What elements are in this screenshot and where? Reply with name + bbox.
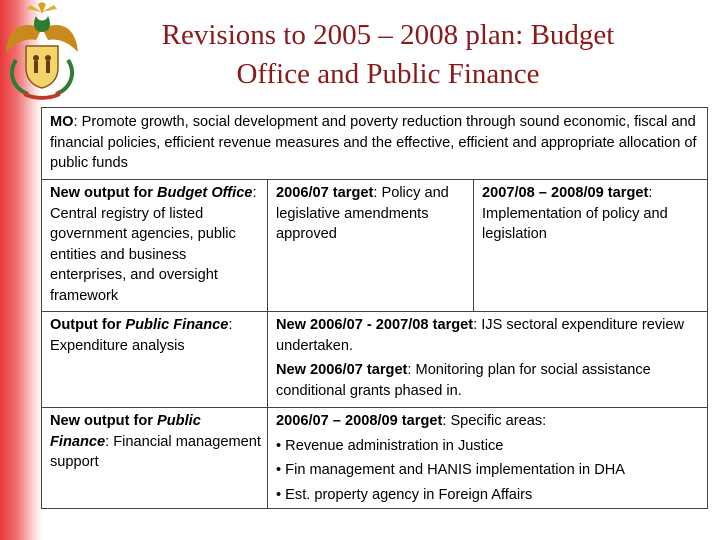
output-italic: Public Finance xyxy=(125,317,229,333)
output-prefix: New output for xyxy=(50,185,158,201)
target-label: 2006/07 target xyxy=(276,185,374,201)
output-cell xyxy=(42,408,268,509)
target-text: : IJS sectoral expenditure review undertaken. xyxy=(276,317,685,354)
target-label: New 2006/07 target xyxy=(276,362,408,378)
output-rest: : Central registry of listed government agencies, public entities and business enterprises, and oversight framework xyxy=(50,185,257,304)
output-rest: : Financial management support xyxy=(50,433,261,470)
coat-of-arms-logo xyxy=(2,2,82,100)
target-text: : Implementation of policy and legislation xyxy=(482,185,668,242)
target-cell xyxy=(474,180,708,312)
mo-cell xyxy=(42,108,708,180)
mo-label: MO xyxy=(50,114,74,130)
output-italic: Budget Office xyxy=(157,185,253,201)
title-line-2: Office and Public Finance xyxy=(236,58,540,90)
title-line-1: Revisions to 2005 – 2008 plan: Budget xyxy=(161,19,615,51)
target-cell xyxy=(268,312,708,408)
target-label: 2006/07 – 2008/09 target xyxy=(276,413,443,429)
table-row xyxy=(42,312,708,408)
table-row xyxy=(42,408,708,509)
output-cell xyxy=(42,312,268,408)
output-italic: Public Finance xyxy=(50,413,201,450)
output-cell xyxy=(42,180,268,312)
mo-row xyxy=(42,108,708,180)
bullet-item: • Fin management and HANIS implementation in DHA xyxy=(276,462,626,478)
target-cell xyxy=(268,408,708,509)
mo-text: : Promote growth, social development and poverty reduction through sound economic, fiscal and financial policies, efficient revenue measures and the effective, efficient and appropriate allocation of public funds xyxy=(50,114,697,171)
table-row xyxy=(42,180,708,312)
bullet-item: • Est. property agency in Foreign Affairs xyxy=(276,486,533,503)
target-text: : Specific areas: xyxy=(442,413,547,429)
target-label: 2007/08 – 2008/09 target xyxy=(482,185,649,201)
slide-title xyxy=(92,16,684,94)
target-label: New 2006/07 - 2007/08 target xyxy=(276,317,474,333)
target-text: : Monitoring plan for social assistance conditional grants phased in. xyxy=(276,362,651,399)
target-text: : Policy and legislative amendments approved xyxy=(276,185,449,242)
output-prefix: New output for xyxy=(50,413,158,429)
target-cell xyxy=(268,180,474,312)
output-rest: : Expenditure analysis xyxy=(50,317,233,354)
plan-table xyxy=(41,107,708,509)
output-prefix: Output for xyxy=(50,317,126,333)
bullet-item: • Revenue administration in Justice xyxy=(276,437,504,454)
